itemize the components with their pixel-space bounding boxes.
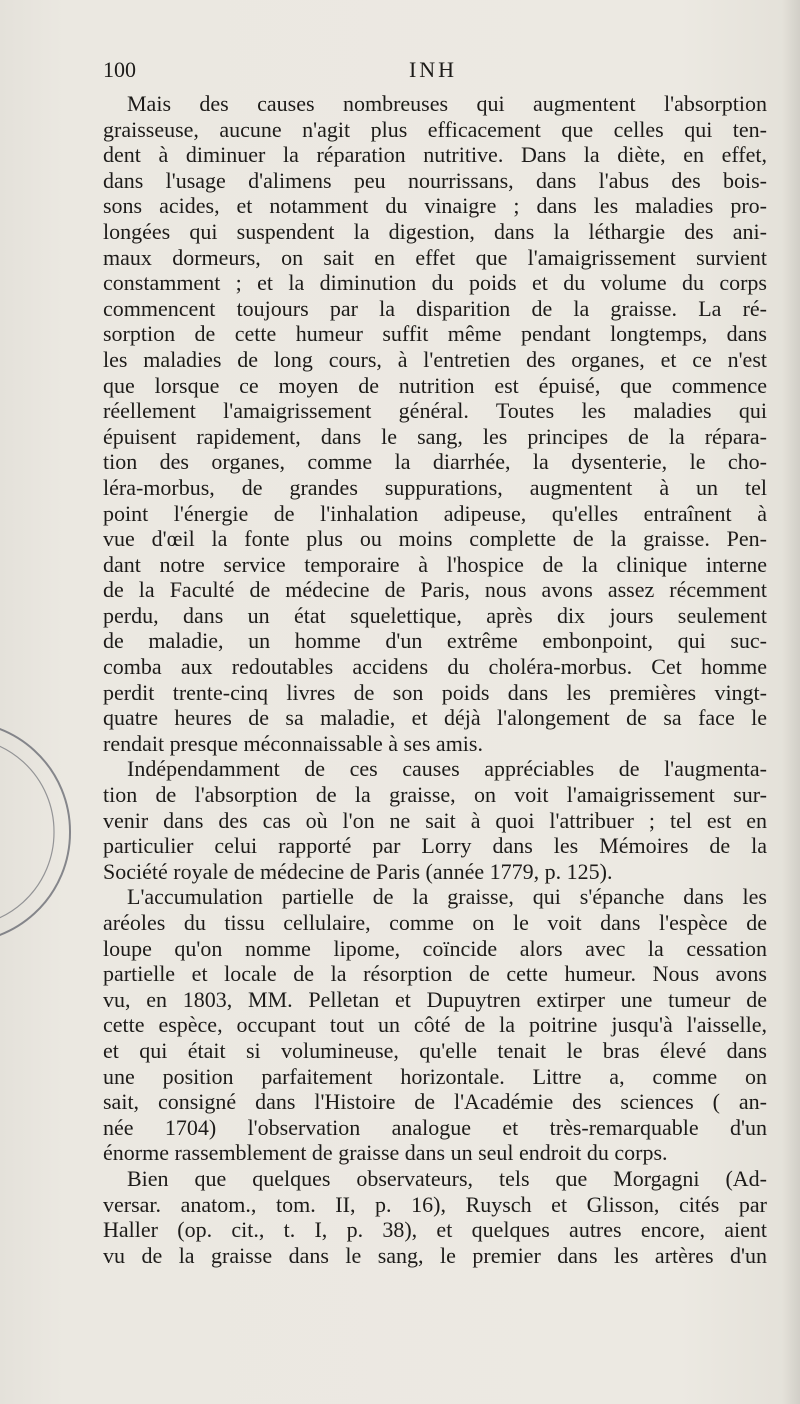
text-line: tion de l'absorption de la graisse, on voit l'amaigrissement sur-	[103, 782, 767, 808]
text-line: perdit trente-cinq livres de son poids dans les premières vingt-	[103, 679, 767, 705]
library-stamp	[0, 712, 80, 952]
text-line: partielle et locale de la résorption de cette humeur. Nous avons	[103, 961, 767, 987]
text-line: constamment ; et la diminution du poids et du volume du corps	[103, 270, 767, 296]
text-line: particulier celui rapporté par Lorry dans les Mémoires de la	[103, 833, 767, 859]
text-line: et qui était si volumineuse, qu'elle tenait le bras élevé dans	[103, 1037, 767, 1063]
text-line: aréoles du tissu cellulaire, comme on le voit dans l'espèce de	[103, 910, 767, 935]
text-line: L'accumulation partielle de la graisse, qui s'épanche dans les	[127, 884, 767, 910]
text-line: loupe qu'on nomme lipome, coïncide alors avec la cessation	[103, 935, 767, 961]
text-line: sait, consigné dans l'Histoire de l'Académie des sciences ( an-	[103, 1089, 767, 1115]
text-line: léra-morbus, de grandes suppurations, augmentent à un tel	[103, 474, 767, 500]
text-line: rendait presque méconnaissable à ses amis.	[103, 730, 483, 756]
text-line: les maladies de long cours, à l'entretien des organes, et ce n'est	[103, 346, 767, 372]
text-line: venir dans des cas où l'on ne sait à quoi l'attribuer ; tel est en	[103, 807, 767, 833]
page-number: 100	[103, 57, 136, 82]
text-line: point l'énergie de l'inhalation adipeuse, qu'elles entraînent à	[103, 500, 767, 526]
text-line: une position parfaitement horizontale. Littre a, comme on	[103, 1063, 767, 1089]
text-line: Société royale de médecine de Paris (année 1779, p. 125).	[103, 858, 613, 884]
text-line: de la Faculté de médecine de Paris, nous avons assez récemment	[103, 577, 767, 603]
text-line: quatre heures de sa maladie, et déjà l'alongement de sa face le	[103, 705, 767, 731]
page-header	[103, 57, 763, 87]
text-line: dans l'usage d'alimens peu nourrissans, dans l'abus des bois-	[103, 167, 767, 193]
text-line: perdu, dans un état squelettique, après dix jours seulement	[103, 602, 767, 628]
text-line: Mais des causes nombreuses qui augmentent l'absorption	[127, 91, 767, 116]
text-line: sorption de cette humeur suffit même pendant longtemps, dans	[103, 321, 767, 347]
text-line: Bien que quelques observateurs, tels que Morgagni (Ad-	[127, 1165, 767, 1191]
text-line: de maladie, un homme d'un extrême embonpoint, qui suc-	[103, 628, 767, 654]
text-line: que lorsque ce moyen de nutrition est épuisé, que commence	[103, 372, 767, 398]
text-line: épuisent rapidement, dans le sang, les principes de la répara-	[103, 423, 767, 449]
text-line: Haller (op. cit., t. I, p. 38), et quelques autres encore, aient	[103, 1217, 767, 1243]
page-gutter-shadow	[782, 0, 800, 1404]
text-line: énorme rassemblement de graisse dans un seul endroit du corps.	[103, 1140, 668, 1166]
text-line: comba aux redoutables accidens du choléra-morbus. Cet homme	[103, 654, 767, 680]
text-line: dent à diminuer la réparation nutritive. Dans la diète, en effet,	[103, 142, 767, 168]
text-line: réellement l'amaigrissement général. Toutes les maladies qui	[103, 398, 767, 424]
text-line: dant notre service temporaire à l'hospice de la clinique interne	[103, 551, 767, 577]
text-line: tion des organes, comme la diarrhée, la dysenterie, le cho-	[103, 449, 767, 475]
text-line: sons acides, et notamment du vinaigre ; dans les maladies pro-	[103, 193, 767, 219]
text-line: cette espèce, occupant tout un côté de la poitrine jusqu'à l'aisselle,	[103, 1012, 767, 1038]
text-line: versar. anatom., tom. II, p. 16), Ruysch et Glisson, cités par	[103, 1191, 767, 1217]
body-text	[103, 91, 767, 1268]
text-line: maux dormeurs, on sait en effet que l'amaigrissement survient	[103, 244, 767, 270]
text-line: Indépendamment de ces causes appréciables de l'augmenta-	[127, 756, 767, 782]
text-line: vue d'œil la fonte plus ou moins complette de la graisse. Pen-	[103, 526, 767, 552]
text-line: née 1704) l'observation analogue et très-remarquable d'un	[103, 1114, 767, 1140]
text-line: commencent toujours par la disparition de la graisse. La ré-	[103, 295, 767, 321]
text-line: graisseuse, aucune n'agit plus efficacement que celles qui ten-	[103, 116, 767, 142]
text-line: vu, en 1803, MM. Pelletan et Dupuytren extirper une tumeur de	[103, 986, 767, 1012]
text-line: longées qui suspendent la digestion, dans la léthargie des ani-	[103, 218, 767, 244]
text-line: vu de la graisse dans le sang, le premier dans les artères d'un	[103, 1242, 767, 1268]
running-head: INH	[408, 57, 458, 82]
